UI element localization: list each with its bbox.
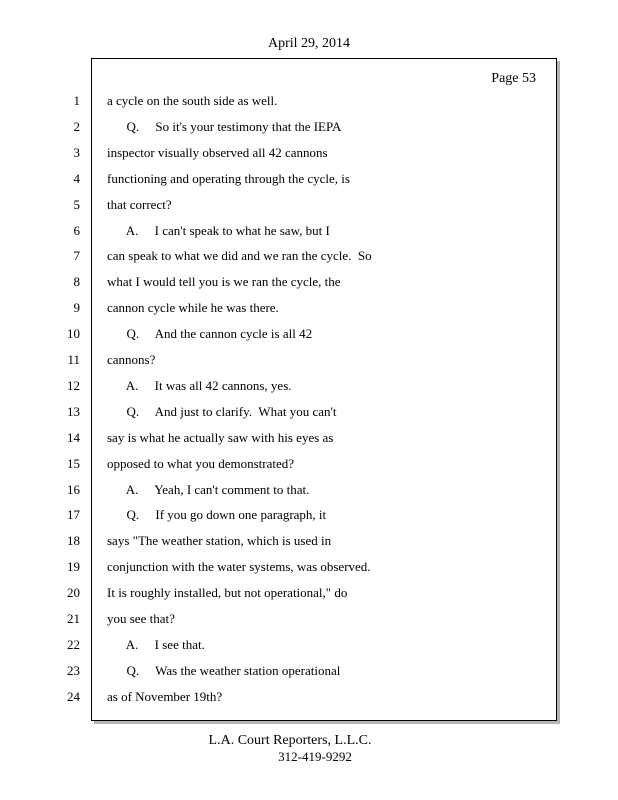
line-number: 14 xyxy=(67,430,80,445)
transcript-line: Q. If you go down one paragraph, it xyxy=(107,507,327,522)
transcript-line: a cycle on the south side as well. xyxy=(107,93,278,108)
line-number: 17 xyxy=(67,507,80,522)
line-number: 22 xyxy=(67,637,80,652)
transcript-line: Q. Was the weather station operational xyxy=(107,663,341,678)
line-number: 5 xyxy=(73,197,80,212)
transcript-line: A. It was all 42 cannons, yes. xyxy=(107,378,292,393)
line-number: 12 xyxy=(67,378,80,393)
transcript-line: opposed to what you demonstrated? xyxy=(107,456,295,471)
line-number: 15 xyxy=(67,456,80,471)
transcript-line: cannon cycle while he was there. xyxy=(107,300,279,315)
line-number: 23 xyxy=(67,663,80,678)
transcript-line: says "The weather station, which is used in xyxy=(107,533,332,548)
transcript-date: April 29, 2014 xyxy=(267,36,351,51)
transcript-line: Q. And just to clarify. What you can't xyxy=(107,404,337,419)
line-number: 3 xyxy=(73,145,80,160)
transcript-line: inspector visually observed all 42 cannons xyxy=(107,145,328,160)
reporter-company: L.A. Court Reporters, L.L.C. xyxy=(208,733,372,748)
transcript-line: say is what he actually saw with his eyes as xyxy=(107,430,334,445)
line-number: 19 xyxy=(67,559,80,574)
line-number: 11 xyxy=(67,352,80,367)
line-number: 10 xyxy=(67,326,80,341)
transcript-line: that correct? xyxy=(107,197,172,212)
transcript-line: It is roughly installed, but not operational," do xyxy=(107,585,348,600)
line-number: 13 xyxy=(67,404,80,419)
page-number: Page 53 xyxy=(491,71,536,86)
transcript-line: Q. So it's your testimony that the IEPA xyxy=(107,119,342,134)
line-number: 4 xyxy=(73,171,80,186)
line-number: 9 xyxy=(73,300,80,315)
line-number: 2 xyxy=(73,119,80,134)
line-number: 1 xyxy=(73,93,80,108)
transcript-line: A. I can't speak to what he saw, but I xyxy=(107,223,330,238)
transcript-line: what I would tell you is we ran the cycle, the xyxy=(107,274,341,289)
transcript-line: you see that? xyxy=(107,611,175,626)
transcript-line: cannons? xyxy=(107,352,156,367)
transcript-line: can speak to what we did and we ran the cycle. So xyxy=(107,248,372,263)
line-number: 16 xyxy=(67,482,80,497)
transcript-line: Q. And the cannon cycle is all 42 xyxy=(107,326,313,341)
line-number: 18 xyxy=(67,533,80,548)
line-number: 7 xyxy=(73,248,80,263)
line-number: 24 xyxy=(67,689,80,704)
transcript-line: A. Yeah, I can't comment to that. xyxy=(107,482,310,497)
transcript-line: functioning and operating through the cycle, is xyxy=(107,171,350,186)
transcript-line: conjunction with the water systems, was observed. xyxy=(107,559,371,574)
line-number: 20 xyxy=(67,585,80,600)
line-number: 6 xyxy=(73,223,80,238)
reporter-phone: 312-419-9292 xyxy=(278,749,352,764)
transcript-line: A. I see that. xyxy=(107,637,205,652)
transcript-line: as of November 19th? xyxy=(107,689,223,704)
line-number: 8 xyxy=(73,274,80,289)
line-number: 21 xyxy=(67,611,80,626)
